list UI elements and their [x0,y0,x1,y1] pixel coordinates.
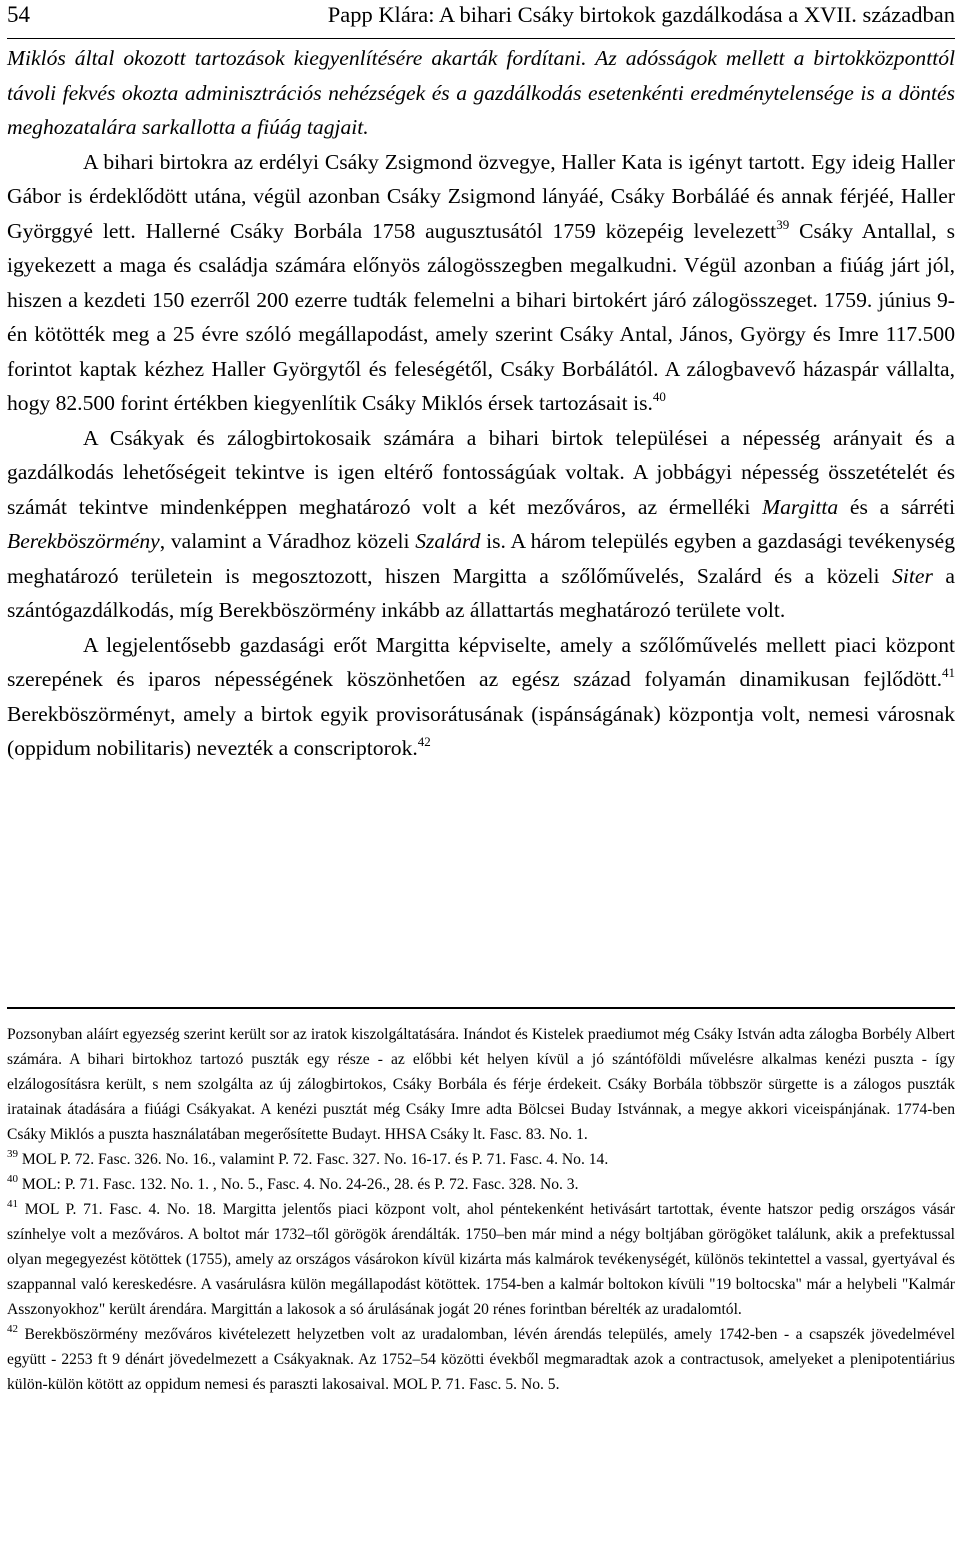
place-szalard: Szalárd [415,529,481,553]
footnote-41-number: 41 [7,1198,18,1210]
footnote-40-number: 40 [7,1173,18,1185]
paragraph-3-text-5: a szántógazdálkodás, míg Berekböszörmény inkább az állattartás meghatározó területe volt. [7,563,956,622]
footnote-42 [7,1322,955,1397]
footnote-42-number: 42 [7,1323,18,1335]
page-number: 54 [7,2,30,27]
footnote-continuation: Pozsonyban aláírt egyezség szerint került sor az iratok kiszolgáltatására. Inándot és Kistelek praediumot még Csáky István adta zálogba Borbély Albert számára. A bihari birtokhoz tartozó puszták egy része - az előbbi két helyen kívül a jó szántóföldi művelésre alkalmas kenézi puszta - így elzálogosításra került, s nem szolgálta az új zálogbirtokos, Csáky Borbála és férje érdekeit. Csáky Borbála többször sürgette is a zálogos puszták iratainak átadására a fiúági Csákyakat. A kenézi pusztát még Csáky Imre adta Bölcsei Buday Istvánnak, a megye akkori viceispánjának. 1774-ben Csáky Miklós a puszta használatában megerősítette Budayt. HHSA Csáky lt. Fasc. 83. No. 1. [7,1026,955,1143]
footnotes [7,1022,955,1397]
paragraph-3-text-3: , valamint a Váradhoz közeli [159,529,416,553]
place-berekboszormeny: Berekböszörmény [7,529,160,553]
paragraph-2 [7,145,955,421]
running-header [7,0,955,39]
footnote-ref-39[interactable]: 39 [776,216,790,232]
footnote-40 [7,1172,955,1197]
footnote-ref-41[interactable]: 41 [942,665,955,680]
page [7,0,956,1393]
footnote-41-text: MOL P. 71. Fasc. 4. No. 18. Margitta jelentős piaci központ volt, ahol péntekenként hetivásárt tartottak, évente hatszor pedig országos vásár színhelye volt a mezőváros. A boltot már 1732–től görögök árendálták. 1750–ben már mind a négy boltjában görögöket találunk, akik a prefektussal olyan megegyezést kötöttek (1755), amely az országos vásárokon kívül kizárta más kalmárok tevékenységét, különös tekintettel a vassal, gyertyával és szappannal való kereskedésre. A vasárulásra külön megállapodást kötöttek. 1754-ben a kalmár boltokon kívüli "19 boltocska" már a helybeli "Kalmár Asszonyokhoz" került árendára. Margittán a lakosok a só árulásának jogát 20 rénes forintban bérelték az uradalomtól. [7,1201,955,1318]
paragraph-1: Miklós által okozott tartozások kiegyenlítésére akarták fordítani. Az adósságok mellett a birtokközponttól távoli fekvés okozta adminisztrációs nehézségek és a gazdálkodás esetenkénti eredménytelensége is a döntés meghozatalára sarkallotta a fiúág tagjait. [7,46,955,139]
paragraph-3 [7,421,955,628]
paragraph-4-text-b: Berekböszörményt, amely a birtok egyik provisorátusának (ispánságának) központja volt, nemesi városnak (oppidum nobilitaris) nevezték a conscriptorok. [7,701,955,760]
paragraph-3-text-4: is. A három település egyben a gazdasági tevékenység meghatározó területein is megosztozott, hiszen Margitta a szőlőművelés, Szalárd és a közeli [7,529,955,588]
footnote-42-text: Berekböszörmény mezőváros kivételezett helyzetben volt az uradalomban, lévén árendás település, amely 1742-ben - a csapszék jövedelmével együtt - 2253 ft 9 dénárt jövedelmezett a Csákyaknak. Az 1752–54 közötti évekből megmaradtak azok a contractusok, amelyeket a plenipotentiárius külön-külön kötött az oppidum nemesi és paraszti lakosaival. MOL P. 71. Fasc. 5. No. 5. [7,1326,955,1393]
paragraph-4 [7,628,955,766]
footnote-39 [7,1147,955,1172]
paragraph-3-text-2: és a sárréti [838,494,955,519]
paragraph-4-text-a: A legjelentősebb gazdasági erőt Margitta képviselte, amely a szőlőművelés mellett piaci központ szerepének és iparos népességének köszönhetően az egész század folyamán dinamikusan fejlődött. [7,632,955,691]
paragraph-2-text-b: Csáky Antallal, s igyekezett a maga és családja számára előnyös zálogösszegben megalkudni. Végül azonban a fiúág járt jól, hiszen a kezdeti 150 ezerről 200 ezerre tudták felemelni a bihari birtokért járó zálogösszeget. 1759. június 9-én kötötték meg a 25 évre szóló megállapodást, amely szerint Csáky Antal, János, György és Imre 117.500 forintot kaptak kézhez Haller Györgytől és feleségétől, Csáky Borbálától. A zálogbavevő házaspár vállalta, hogy 82.500 forint értékben kiegyenlítik Csáky Miklós érsek tartozásait is. [7,218,955,415]
running-title: Papp Klára: A bihari Csáky birtokok gazdálkodása a XVII. században [327,2,955,27]
footnote-40-text: MOL: P. 71. Fasc. 132. No. 1. , No. 5., Fasc. 4. No. 24-26., 28. és P. 72. Fasc. 328. No. 3. [18,1176,579,1193]
paragraph-3-text-1: A Csákyak és zálogbirtokosaik számára a bihari birtok települései a népesség arányait és a gazdálkodás lehetőségeit tekintve is igen eltérő fontosságúak voltak. A jobbágyi népesség összetételét és számát tekintve mindenképpen meghatározó volt a két mezőváros, az érmelléki [7,425,955,519]
main-text [7,41,955,766]
paragraph-2-text-a: A bihari birtokra az erdélyi Csáky Zsigmond özvegye, Haller Kata is igényt tartott. Egy ideig Haller Gábor is érdeklődött utána, végül azonban Csáky Zsigmond lányáé, Csáky Borbáláé és annak férjéé, Haller Györggyé lett. Hallerné Csáky Borbála 1758 augusztusától 1759 közepéig levelezett [7,149,955,243]
footnote-ref-40[interactable]: 40 [652,389,666,404]
footnote-39-text: MOL P. 72. Fasc. 326. No. 16., valamint P. 72. Fasc. 327. No. 16-17. és P. 71. Fasc. 4. No. 14. [18,1151,609,1168]
place-siter: Siter [892,563,933,588]
footnote-39-number: 39 [7,1148,18,1160]
footnote-41 [7,1197,955,1322]
place-margitta: Margitta [762,494,839,519]
footnote-separator [7,1007,955,1009]
footnote-ref-42[interactable]: 42 [417,734,431,749]
